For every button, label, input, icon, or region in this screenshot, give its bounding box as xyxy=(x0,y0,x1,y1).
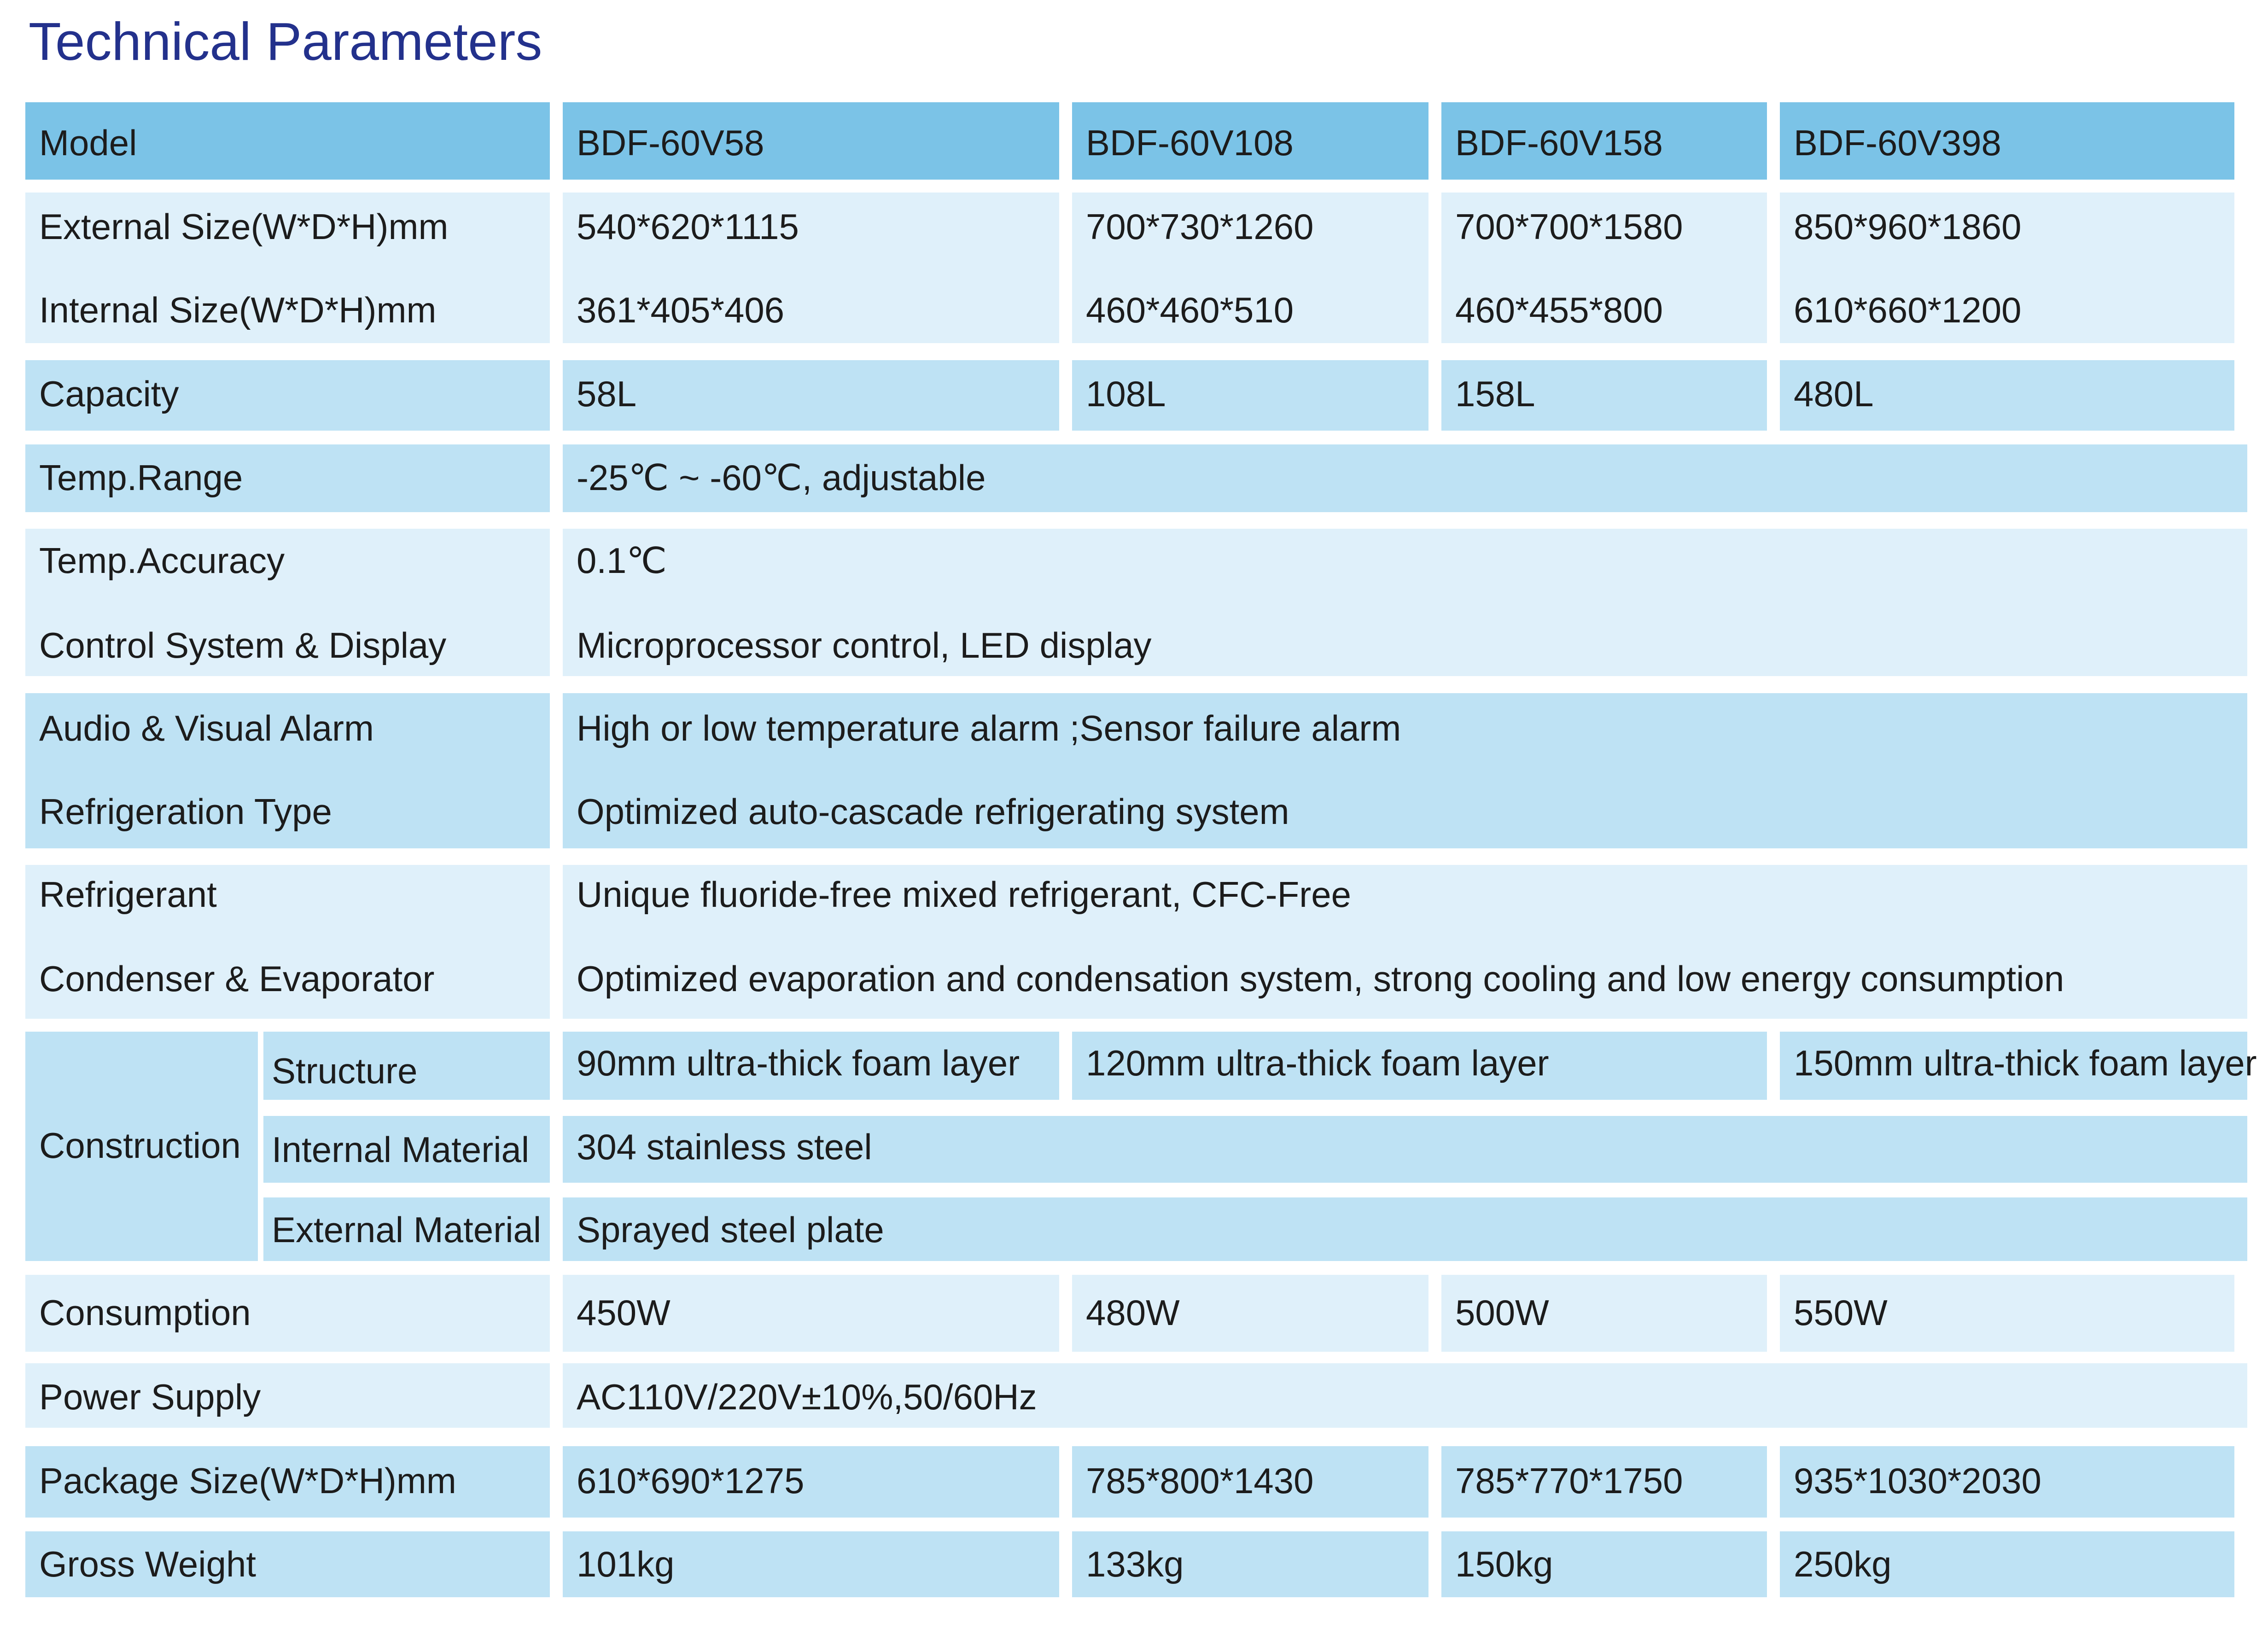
model-value: 700*700*1580 xyxy=(1455,206,1683,247)
sub-label: Internal Material xyxy=(272,1129,530,1170)
model-value: 101kg xyxy=(577,1544,675,1584)
spanning-value: 0.1℃ xyxy=(577,540,667,581)
row-label: Construction xyxy=(39,1125,241,1166)
model-value: BDF-60V58 xyxy=(577,123,764,163)
spanning-value-cell xyxy=(563,693,2247,848)
row-label-cell xyxy=(25,1275,550,1352)
model-value-cell xyxy=(1441,102,1767,180)
structure-value-cell xyxy=(563,1032,1059,1100)
model-value-cell xyxy=(1780,1275,2234,1352)
spanning-value: 304 stainless steel xyxy=(577,1127,872,1167)
model-value-cell xyxy=(563,102,1059,180)
row-label-cell xyxy=(25,193,550,343)
model-value-cell xyxy=(1072,102,1428,180)
model-value: BDF-60V398 xyxy=(1794,123,2001,163)
model-value-cell xyxy=(1072,1446,1428,1518)
model-value: 108L xyxy=(1086,374,1166,414)
model-value-cell xyxy=(1072,1275,1428,1352)
spanning-value: Optimized evaporation and condensation system, strong cooling and low energy consumption xyxy=(577,958,2064,999)
spanning-value: High or low temperature alarm ;Sensor failure alarm xyxy=(577,708,1401,748)
sub-label-cell xyxy=(263,1197,550,1261)
row-label-cell xyxy=(25,444,550,512)
row-label-cell xyxy=(25,102,550,180)
model-value: 700*730*1260 xyxy=(1086,206,1314,247)
model-value-cell xyxy=(1780,193,2234,343)
spanning-value: AC110V/220V±10%,50/60Hz xyxy=(577,1377,1037,1417)
row-label-cell xyxy=(25,693,550,848)
model-value-cell xyxy=(1441,1446,1767,1518)
model-value: 133kg xyxy=(1086,1544,1184,1584)
sub-label-cell xyxy=(263,1116,550,1183)
row-label: Temp.Accuracy xyxy=(39,540,285,581)
row-label: Gross Weight xyxy=(39,1544,257,1584)
model-value: 850*960*1860 xyxy=(1794,206,2022,247)
model-value-cell xyxy=(1780,1446,2234,1518)
row-label: Model xyxy=(39,123,137,163)
spanning-value-cell xyxy=(563,444,2247,512)
structure-value-cell xyxy=(1780,1032,2257,1100)
model-value: 480L xyxy=(1794,374,1874,414)
model-value: 58L xyxy=(577,374,637,414)
row-label: Temp.Range xyxy=(39,457,243,498)
row-label-cell xyxy=(25,1363,550,1428)
spanning-value-cell xyxy=(563,1363,2247,1428)
model-value-cell xyxy=(563,1275,1059,1352)
model-value: 935*1030*2030 xyxy=(1794,1460,2041,1501)
row-label-cell xyxy=(25,1531,550,1597)
model-value-cell xyxy=(1072,193,1428,343)
model-value: 610*690*1275 xyxy=(577,1460,805,1501)
model-value: 540*620*1115 xyxy=(577,206,799,247)
row-label: Consumption xyxy=(39,1292,251,1333)
row-label: Condenser & Evaporator xyxy=(39,958,435,999)
row-label: Package Size(W*D*H)mm xyxy=(39,1460,456,1501)
model-value-cell xyxy=(1441,193,1767,343)
spanning-value-cell xyxy=(563,1197,2247,1261)
model-value-cell xyxy=(1780,1531,2234,1597)
row-label: Audio & Visual Alarm xyxy=(39,708,374,748)
row-label: Refrigerant xyxy=(39,874,217,915)
row-label: Internal Size(W*D*H)mm xyxy=(39,290,437,330)
row-label: Capacity xyxy=(39,374,179,414)
row-label: Control System & Display xyxy=(39,625,447,666)
row-label-cell xyxy=(25,529,550,676)
row-label-cell xyxy=(25,1446,550,1518)
spanning-value: Optimized auto-cascade refrigerating system xyxy=(577,791,1289,832)
model-value: 610*660*1200 xyxy=(1794,290,2022,330)
row-label: External Size(W*D*H)mm xyxy=(39,206,449,247)
model-value: 250kg xyxy=(1794,1544,1892,1584)
model-value-cell xyxy=(563,1446,1059,1518)
model-value: 150mm ultra-thick foam layer xyxy=(1794,1043,2257,1083)
model-value-cell xyxy=(1441,1531,1767,1597)
model-value-cell xyxy=(563,1531,1059,1597)
model-value-cell xyxy=(1072,360,1428,431)
spanning-value-cell xyxy=(563,865,2247,1019)
spanning-value: -25℃ ~ -60℃, adjustable xyxy=(577,457,986,498)
row-label-cell xyxy=(25,865,550,1019)
spanning-value: Unique fluoride-free mixed refrigerant, CFC-Free xyxy=(577,874,1351,915)
page-title: Technical Parameters xyxy=(29,12,542,71)
row-label: Power Supply xyxy=(39,1377,261,1417)
model-value: 480W xyxy=(1086,1292,1180,1333)
row-label: Refrigeration Type xyxy=(39,791,332,832)
model-value: BDF-60V158 xyxy=(1455,123,1663,163)
model-value-cell xyxy=(1780,360,2234,431)
sub-label: Structure xyxy=(272,1051,418,1091)
structure-value-cell xyxy=(1072,1032,1767,1100)
model-value: 450W xyxy=(577,1292,670,1333)
model-value-cell xyxy=(1780,102,2234,180)
model-value: 460*460*510 xyxy=(1086,290,1294,330)
model-value: 361*405*406 xyxy=(577,290,785,330)
spanning-value: Microprocessor control, LED display xyxy=(577,625,1152,666)
spanning-value-cell xyxy=(563,1116,2247,1183)
row-label-cell xyxy=(25,360,550,431)
spanning-value: Sprayed steel plate xyxy=(577,1209,884,1250)
model-value: 90mm ultra-thick foam layer xyxy=(577,1043,1020,1083)
model-value: 460*455*800 xyxy=(1455,290,1663,330)
model-value: BDF-60V108 xyxy=(1086,123,1294,163)
model-value: 785*800*1430 xyxy=(1086,1460,1314,1501)
sub-label-cell xyxy=(263,1032,550,1100)
model-value: 500W xyxy=(1455,1292,1549,1333)
model-value-cell xyxy=(1072,1531,1428,1597)
model-value-cell xyxy=(563,193,1059,343)
spanning-value-cell xyxy=(563,529,2247,676)
model-value: 150kg xyxy=(1455,1544,1553,1584)
construction-label-cell xyxy=(25,1032,258,1261)
model-value: 120mm ultra-thick foam layer xyxy=(1086,1043,1549,1083)
model-value: 785*770*1750 xyxy=(1455,1460,1683,1501)
model-value: 158L xyxy=(1455,374,1535,414)
model-value-cell xyxy=(563,360,1059,431)
model-value-cell xyxy=(1441,360,1767,431)
model-value: 550W xyxy=(1794,1292,1888,1333)
sub-label: External Material xyxy=(272,1209,542,1250)
model-value-cell xyxy=(1441,1275,1767,1352)
